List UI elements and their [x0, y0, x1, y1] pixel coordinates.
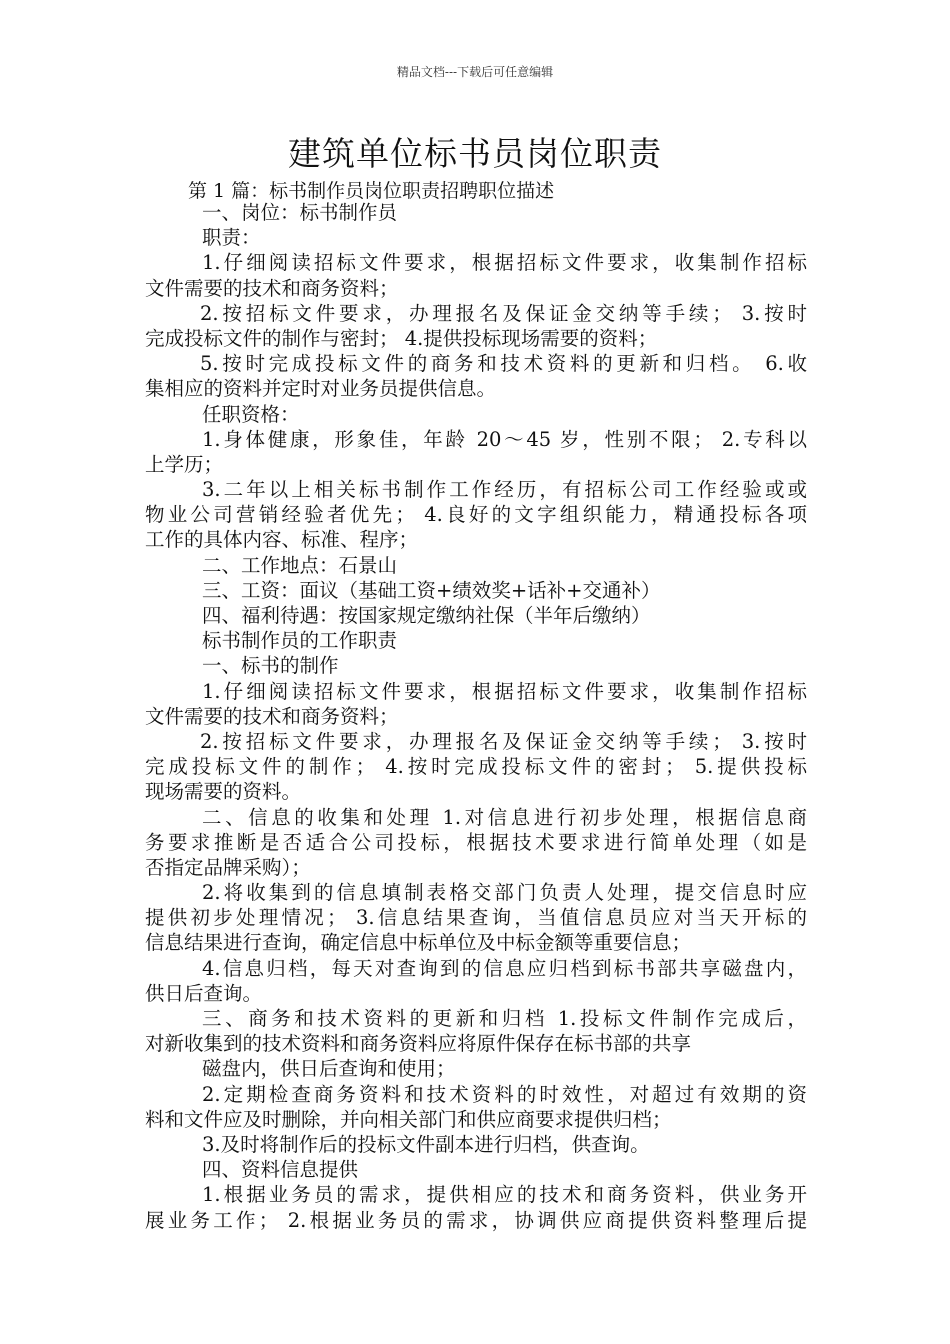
text-line: 3.及时将制作后的投标文件副本进行归档，供查询。: [202, 1132, 650, 1156]
text-line: 1.仔细阅读招标文件要求，根据招标文件要求，收集制作招标: [202, 251, 807, 275]
text-line: 集相应的资料并定时对业务员提供信息。: [145, 377, 497, 401]
text-line: 2.将收集到的信息填制表格交部门负责人处理，提交信息时应: [202, 881, 807, 905]
text-line: 1.根据业务员的需求，提供相应的技术和商务资料，供业务开: [202, 1183, 807, 1207]
text-line: 3.二年以上相关标书制作工作经历，有招标公司工作经验或或: [202, 478, 807, 502]
text-line: 供日后查询。: [145, 981, 263, 1005]
text-line: 2.按招标文件要求，办理报名及保证金交纳等手续； 3.按时: [200, 729, 807, 753]
text-line: 文件需要的技术和商务资料；: [145, 276, 399, 300]
text-line: 务要求推断是否适合公司投标，根据技术要求进行简单处理（如是: [145, 830, 807, 854]
text-line: 工作的具体内容、标准、程序；: [145, 528, 419, 552]
text-line: 物业公司营销经验者优先； 4.良好的文字组织能力，精通投标各项: [145, 503, 807, 527]
text-line: 标书制作员的工作职责: [202, 629, 398, 653]
text-line: 信息结果进行查询，确定信息中标单位及中标金额等重要信息；: [145, 931, 692, 955]
text-line: 2.定期检查商务资料和技术资料的时效性，对超过有效期的资: [202, 1082, 807, 1106]
text-line: 上学历；: [145, 452, 224, 476]
text-line: 职责：: [202, 226, 261, 250]
text-line: 完成投标文件的制作与密封； 4.提供投标现场需要的资料；: [145, 326, 658, 350]
text-line: 三、工资：面议（基础工资+绩效奖+话补+交通补）: [202, 578, 661, 602]
text-line: 料和文件应及时删除，并向相关部门和供应商要求提供归档；: [145, 1107, 672, 1131]
text-line: 5.按时完成投标文件的商务和技术资料的更新和归档。 6.收: [200, 352, 807, 376]
text-line: 完成投标文件的制作； 4.按时完成投标文件的密封； 5.提供投标: [145, 755, 807, 779]
text-line: 提供初步处理情况； 3.信息结果查询，当值信息员应对当天开标的: [145, 906, 807, 930]
text-line: 对新收集到的技术资料和商务资料应将原件保存在标书部的共享: [145, 1032, 692, 1056]
text-line: 文件需要的技术和商务资料；: [145, 704, 399, 728]
text-line: 四、资料信息提供: [202, 1158, 359, 1182]
text-line: 磁盘内，供日后查询和使用；: [202, 1057, 456, 1081]
text-line: 现场需要的资料。: [145, 780, 302, 804]
document-title: 建筑单位标书员岗位职责: [288, 134, 662, 173]
text-line: 4.信息归档，每天对查询到的信息应归档到标书部共享磁盘内，: [202, 956, 807, 980]
text-line: 三、商务和技术资料的更新和归档 1.投标文件制作完成后，: [202, 1007, 807, 1030]
text-line: 1.身体健康，形象佳，年龄 20～45 岁，性别不限； 2.专科以: [202, 427, 807, 451]
section-subtitle: 第 1 篇：标书制作员岗位职责招聘职位描述: [188, 180, 555, 202]
page-header: 精品文档---下载后可任意编辑: [396, 65, 554, 79]
text-line: 一、岗位：标书制作员: [202, 201, 398, 224]
text-line: 展业务工作； 2.根据业务员的需求，协调供应商提供资料整理后提: [145, 1208, 807, 1232]
document-body: [145, 200, 807, 1233]
text-line: 二、信息的收集和处理 1.对信息进行初步处理，根据信息商: [202, 805, 807, 829]
text-line: 2.按招标文件要求，办理报名及保证金交纳等手续； 3.按时: [200, 301, 807, 325]
text-line: 四、福利待遇：按国家规定缴纳社保（半年后缴纳）: [202, 604, 651, 627]
text-line: 任职资格：: [202, 402, 300, 426]
text-line: 一、标书的制作: [202, 654, 339, 678]
text-line: 1.仔细阅读招标文件要求，根据招标文件要求，收集制作招标: [202, 679, 807, 703]
text-line: 否指定品牌采购）；: [145, 855, 311, 879]
text-line: 二、工作地点：石景山: [202, 553, 398, 577]
